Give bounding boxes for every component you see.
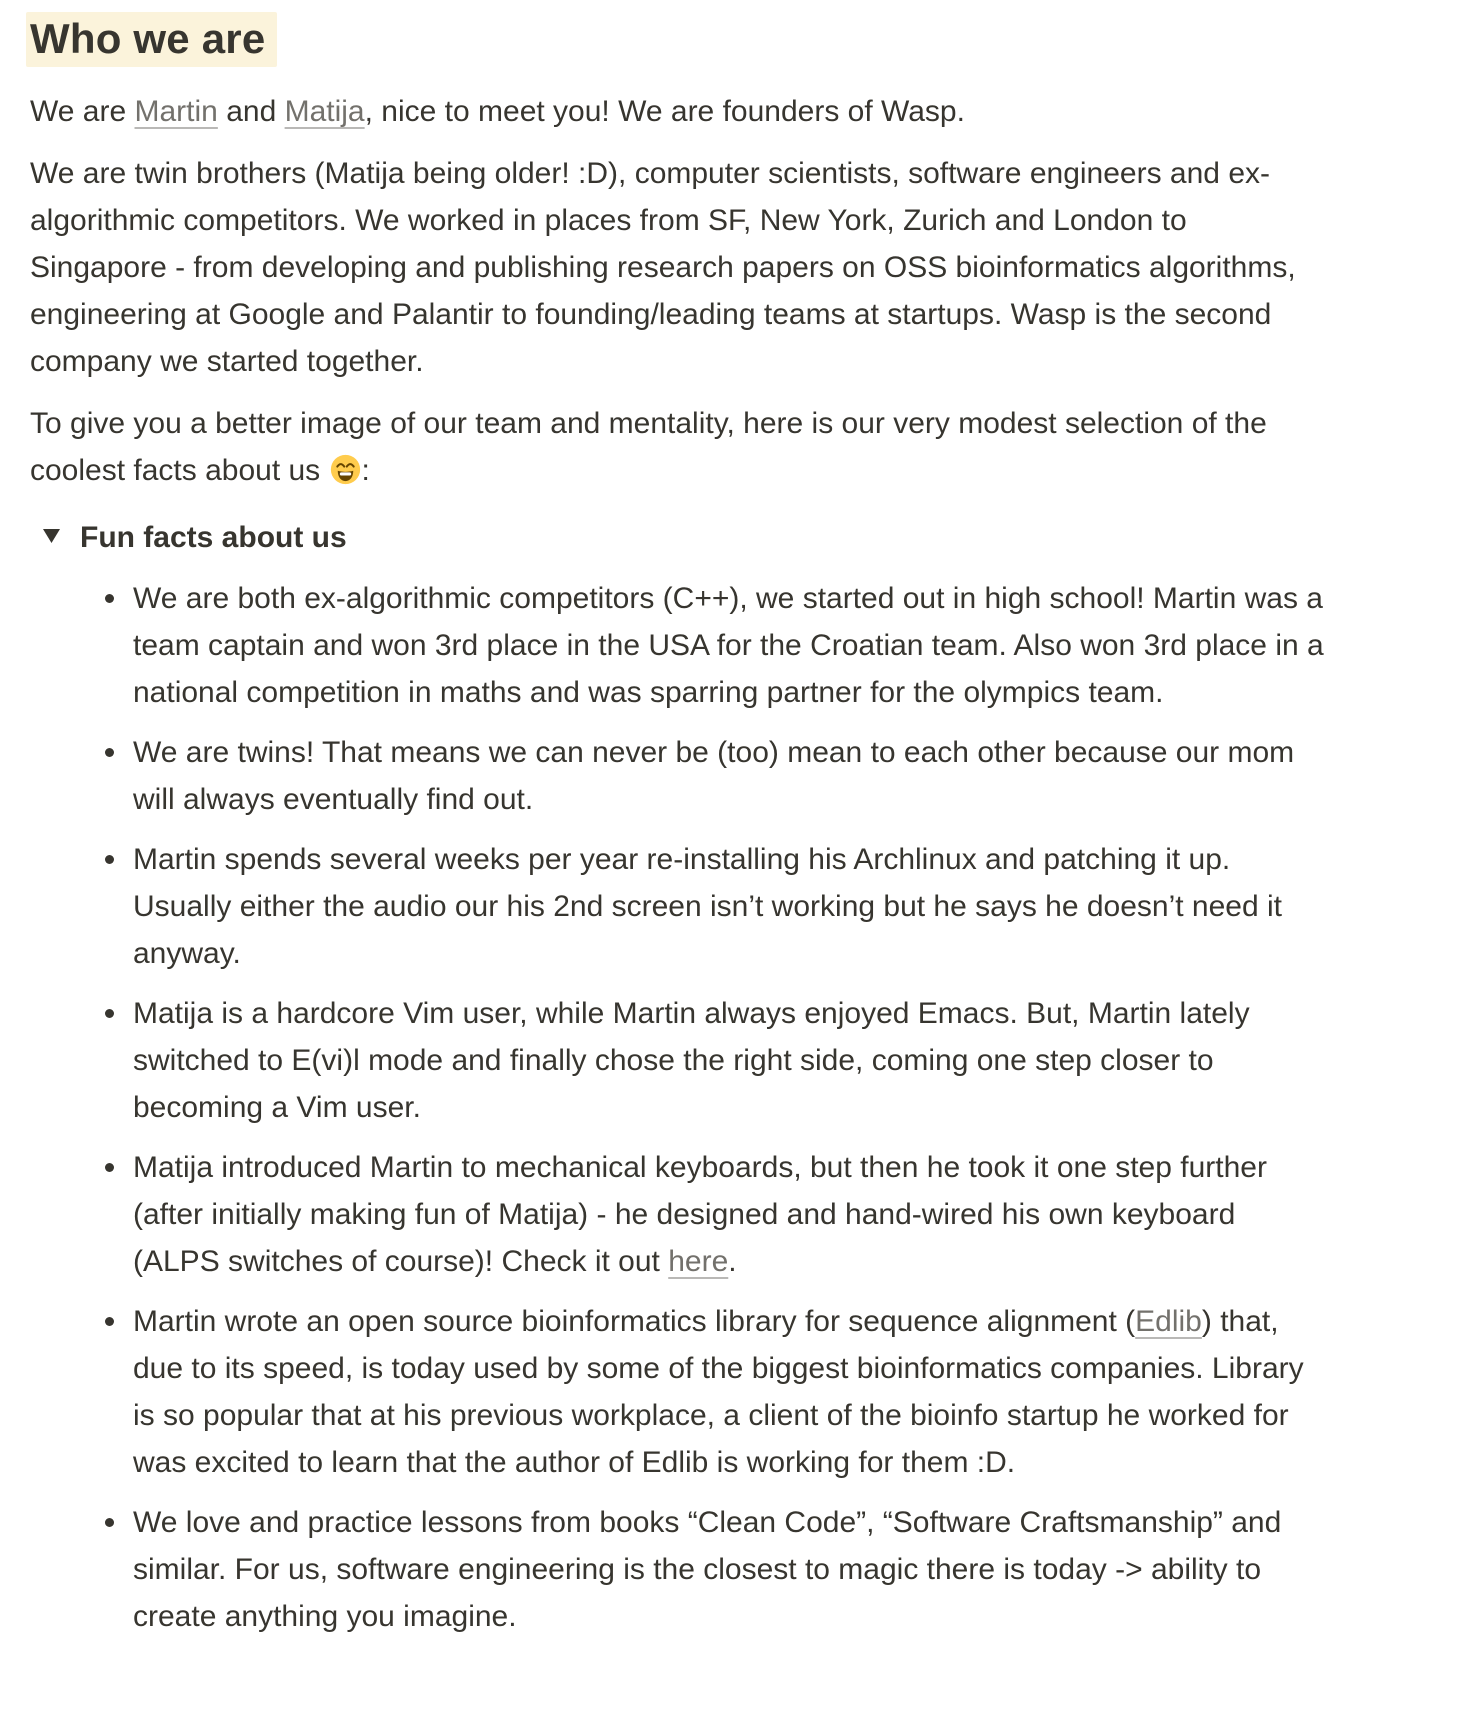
- triangle-down-icon: [43, 531, 60, 546]
- bullet-icon: [105, 729, 133, 757]
- list-item-text: Matija is a hardcore Vim user, while Martin always enjoyed Emacs. But, Martin lately switched to E(vi)l mode and finally chose the right side, coming one step closer to becoming a Vim user.: [133, 997, 1250, 1124]
- text-run: .: [728, 1245, 737, 1278]
- intro-paragraph: [30, 88, 1330, 135]
- list-item: [105, 729, 1330, 823]
- list-item: [105, 990, 1330, 1131]
- grinning-face-emoji-icon: [330, 452, 361, 483]
- text-run: We are: [30, 95, 135, 128]
- page-title: [30, 12, 1330, 66]
- bullet-icon: [105, 836, 133, 864]
- toggle-collapse-button[interactable]: [30, 514, 80, 543]
- keyboard-here-link[interactable]: here: [668, 1245, 729, 1278]
- bullet-icon: [105, 1499, 133, 1527]
- toggle-title: Fun facts about us: [80, 521, 347, 554]
- list-item: [105, 575, 1330, 716]
- text-run: :: [361, 454, 370, 487]
- text-run: To give you a better image of our team and mentality, here is our very modest selection of the coolest facts about us: [30, 407, 1267, 487]
- toggle-block: [30, 514, 1330, 1640]
- martin-link[interactable]: Martin: [134, 95, 218, 128]
- text-run: Matija introduced Martin to mechanical keyboards, but then he took it one step further (after initially making fun of Matija) - he designed and hand-wired his own keyboard (ALPS switches of course)! Check it out: [133, 1151, 1267, 1278]
- list-item-text: Martin spends several weeks per year re-installing his Archlinux and patching it up. Usually either the audio our his 2nd screen isn’t working but he says he doesn’t need it anyway.: [133, 843, 1283, 970]
- text-run: and: [217, 95, 285, 128]
- list-item-text: We are twins! That means we can never be (too) mean to each other because our mom will always eventually find out.: [133, 736, 1295, 816]
- page-title-text: Who we are: [26, 12, 277, 67]
- list-item: [105, 836, 1330, 977]
- list-item: [105, 1144, 1330, 1285]
- edlib-link[interactable]: Edlib: [1135, 1305, 1202, 1338]
- list-item: [105, 1298, 1330, 1486]
- bio-paragraph: We are twin brothers (Matija being older! :D), computer scientists, software engineers and ex-algorithmic competitors. We worked in places from SF, New York, Zurich and London to Singapore - from developing and publishing research papers on OSS bioinformatics algorithms, engineering at Google and Palantir to founding/leading teams at startups. Wasp is the second company we started together.: [30, 157, 1296, 378]
- list-item: [105, 1499, 1330, 1640]
- bullet-icon: [105, 990, 133, 1018]
- list-item-text: We are both ex-algorithmic competitors (C++), we started out in high school! Martin was a team captain and won 3rd place in the USA for the Croatian team. Also won 3rd place in a national competition in maths and was sparring partner for the olympics team.: [133, 582, 1324, 709]
- list-item-text: [133, 1144, 1330, 1285]
- bullet-icon: [105, 575, 133, 603]
- matija-link[interactable]: Matija: [284, 95, 365, 128]
- toggle-content: [30, 575, 1330, 1640]
- bullet-icon: [105, 1298, 133, 1326]
- list-item-text: [133, 1298, 1330, 1486]
- text-run: , nice to meet you! We are founders of Wasp.: [364, 95, 965, 128]
- text-run: ) that, due to its speed, is today used by some of the biggest bioinformatics companies. Library is so popular that at his previous workplace, a client of the bioinfo startup he worked for was excited to learn that the author of Edlib is working for them :D.: [133, 1305, 1304, 1479]
- bullet-icon: [105, 1144, 133, 1172]
- text-run: Martin wrote an open source bioinformatics library for sequence alignment (: [133, 1305, 1136, 1338]
- toggle-header: [30, 514, 1330, 561]
- list-item-text: We love and practice lessons from books “Clean Code”, “Software Craftsmanship” and similar. For us, software engineering is the closest to magic there is today -> ability to create anything you imagine.: [133, 1506, 1282, 1633]
- facts-intro-paragraph: [30, 400, 1330, 494]
